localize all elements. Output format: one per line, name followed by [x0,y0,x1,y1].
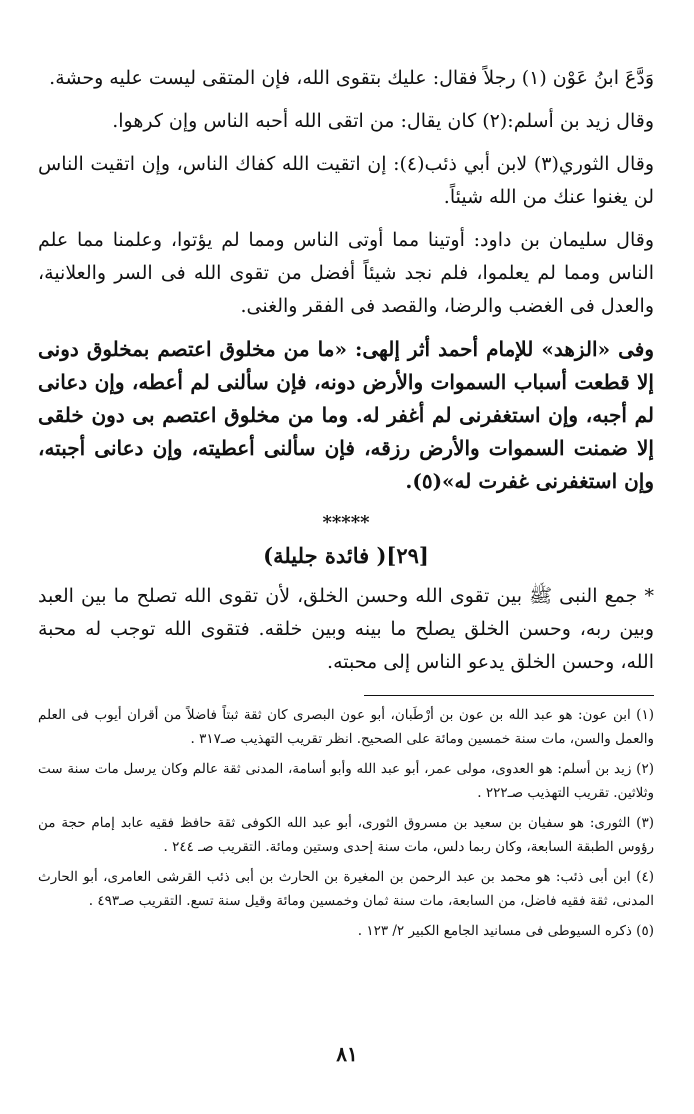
paragraph-zaid-ibn-aslam: وقال زيد بن أسلم:(٢) كان يقال: من اتقى الله أحبه الناس وإن كرهوا. [112,110,654,132]
footnote-5: (٥) ذكره السيوطى فى مسانيد الجامع الكبير ٢/ ١٢٣ . [357,923,654,939]
paragraph-ibn-awn: وَدَّعَ ابنُ عَوْن (١) رجلاً فقال: عليك بتقوى الله، فإن المتقى ليست عليه وحشة. [49,67,654,89]
footnotes [38,703,654,943]
page-body [38,62,654,949]
paragraph-sulayman: وقال سليمان بن داود: أوتينا مما أوتى الناس ومما لم يؤتوا، وعلمنا مما علم الناس ومما لم يعلموا، فلم نجد شيئاً أفضل من تقوى الله فى السر والعلانية، والعدل فى الغضب والرضا، والقصد فى الفقر والغنى. [38,229,654,317]
footnote-divider [364,695,654,696]
section-paragraph: * جمع النبى ﷺ بين تقوى الله وحسن الخلق، لأن تقوى الله تصلح ما بين العبد وبين ربه، وحسن الخلق يصلح ما بينه وبين خلقه. فتقوى الله توجب له محبة الله، وحسن الخلق يدعو الناس إلى محبته. [38,585,654,673]
paragraph-thawri: وقال الثوري(٣) لابن أبي ذئب(٤): إن اتقيت الله كفاك الناس، وإن اتقيت الناس لن يغنوا عنك من الله شيئاً. [38,153,655,208]
section-title: [٢٩]( فائدة جليلة) [263,543,429,568]
paragraph-zuhd: وفى «الزهد» للإمام أحمد أثر إلهى: «ما من مخلوق اعتصم بمخلوق دونى إلا قطعت أسباب السموات والأرض دونه، فإن سألنى لم أعطه، وإن دعانى لم أجبه، وإن استغفرنى لم أغفر له. وما من مخلوق اعتصم بى دون خلقى إلا ضمنت السموات والأرض رزقه، فإن سألنى أعطيته، وإن دعانى أجبته، وإن استغفرنى غفرت له»(٥). [38,337,654,493]
page-number: ٨١ [336,1042,358,1066]
footnote-3: (٣) الثورى: هو سفيان بن سعيد بن مسروق الثورى، أبو عبد الله الكوفى ثقة حافظ فقيه عابد إمام حجة من رؤوس الطبقة السابعة، وكان ربما دلس، مات سنة إحدى وستين ومائة. التقريب صـ ٢٤٤ . [38,815,654,855]
separator-stars: ***** [322,512,370,533]
footnote-4: (٤) ابن أبى ذئب: هو محمد بن عبد الرحمن بن المغيرة بن الحارث بن أبى ذئب القرشى العامرى، أبو الحارث المدنى، ثقة فقيه فاضل، من السابعة، مات سنة ثمان وخمسين ومائة وقيل سنة تسع. التقريب صـ٤٩٣ . [38,869,654,909]
footnote-2: (٢) زيد بن أسلم: هو العدوى، مولى عمر، أبو عبد الله وأبو أسامة، المدنى ثقة عالم وكان يرسل مات سنة ست وثلاثين. تقريب التهذيب صـ٢٢٢ . [38,761,654,801]
footnote-divider-wrap [38,689,654,703]
footnote-1: (١) ابن عون: هو عبد الله بن عون بن أرْطَبان، أبو عون البصرى كان ثقة ثبتاً فاضلاً من أقران أيوب فى العلم والعمل والسن، مات سنة خمسين ومائة على الصحيح. انظر تقريب التهذيب صـ٣١٧ . [38,707,654,747]
